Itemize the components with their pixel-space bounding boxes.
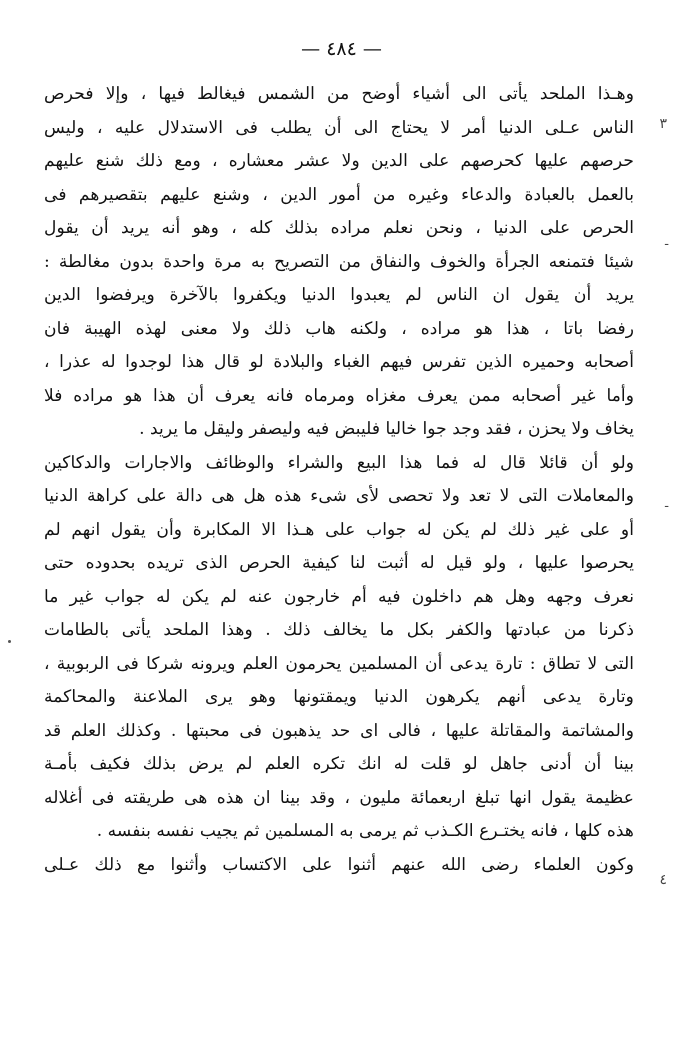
text-line: أصحابه وحميره الذين تفرس فيهم الغباء والبلادة لو قال هذا لوجدوا له عذرا ، xyxy=(44,352,634,372)
margin-mark: ٤ xyxy=(659,872,667,888)
text-line: الناس عـلى الدنيا أمر لا يحتاج الى أن يطلب فى الاستدلال عليه ، وليس xyxy=(44,117,634,138)
text-line: وتارة يدعى أنهم يكرهون الدنيا ويمقتونها وهو يرى الملاعنة والمحاكمة xyxy=(44,687,634,707)
text-line: أو على غير ذلك لم يكن له جواب على هـذا الا المكابرة وأن يقول انهم لم xyxy=(44,519,634,540)
margin-mark: ٣ xyxy=(659,116,667,132)
text-line: والمعاملات التى لا تعد ولا تحصى لأى شىء هذه هل هى دالة على كراهة الدنيا xyxy=(44,486,634,506)
text-line: حرصهم عليها كحرصهم على الدين ولا عشر معشاره ، ومع ذلك شنع عليهم xyxy=(44,151,634,171)
text-line: هذه كلها ، فانه يختـرع الكـذب ثم يرمى به المسلمين ثم يجيب نفسه بنفسه . xyxy=(96,821,634,841)
text-line: ذكرنا من عبادتها والكفر بكل ما يخالف ذلك . وهذا الملحد يأتى بالطامات xyxy=(44,620,634,640)
text-line: يحرصوا عليها ، ولو قيل له أثبت لنا كيفية الحرص الذى تريده بحدوده حتى xyxy=(44,553,634,573)
text-line: بينا أن أدنى جاهل لو قلت له انك تكره العلم لم يرض بذلك فكيف بأمـة xyxy=(44,754,634,774)
text-line: يريد أن يقول ان الناس لم يعبدوا الدنيا ويكفروا بالآخرة ويرفضوا الدين xyxy=(44,285,634,305)
text-line: وأما غير أصحابه ممن يعرف مغزاه ومرماه فانه يعرف أن هذا هو مراده فلا xyxy=(44,385,634,406)
text-line: رفضا باتا ، هذا هو مراده ، ولكنه هاب ذلك ولا معنى لهذه الهيبة فان xyxy=(44,318,634,339)
text-line: وهـذا الملحد يأتى الى أشياء أوضح من الشمس فيغالط فيها ، وإلا فحرص xyxy=(44,84,634,104)
margin-mark: - xyxy=(664,236,669,252)
text-line: يخاف ولا يحزن ، فقد وجد جوا خاليا فليبض فيه وليصفر وليقل ما يريد . xyxy=(139,419,634,439)
margin-mark: - xyxy=(664,498,669,514)
text-line: عظيمة يقول انها تبلغ اربعمائة مليون ، وقد بينا ان هذه هى طريقته فى أغلاله xyxy=(44,787,634,808)
text-line: وكون العلماء رضى الله عنهم أثنوا على الاكتساب وأثنوا مع ذلك عـلى xyxy=(44,854,634,875)
page-body xyxy=(44,78,634,882)
text-line: الحرص على الدنيا ، ونحن نعلم مراده بذلك كله ، وهو أنه يريد أن يقول xyxy=(44,218,634,238)
text-line: شيئا فتمنعه الجرأة والخوف والنفاق من التصريح به مرة واحدة بدون مغالطة : xyxy=(44,251,634,272)
text-line: نعرف وجهه وهل هم داخلون فيه أم خارجون عنه لم يكن له جواب غير ما xyxy=(44,586,634,607)
text-line: ولو أن قائلا قال له فما هذا البيع والشراء والوظائف والاجارات والدكاكين xyxy=(44,452,634,473)
text-line: بالعمل بالعبادة والدعاء وغيره من أمور الدين ، وشنع عليهم بتقصيرهم فى xyxy=(44,184,634,205)
page-number: — ٤٨٤ — xyxy=(301,38,382,60)
scan-speck xyxy=(8,640,11,643)
text-line: والمشاتمة والمقاتلة عليها ، فالى اى حد يذهبون فى محبتها . وكذلك العلم قد xyxy=(44,720,634,741)
text-line: التى لا تطاق : تارة يدعى أن المسلمين يحرمون العلم ويرونه شركا فى الربوبية ، xyxy=(44,653,634,674)
